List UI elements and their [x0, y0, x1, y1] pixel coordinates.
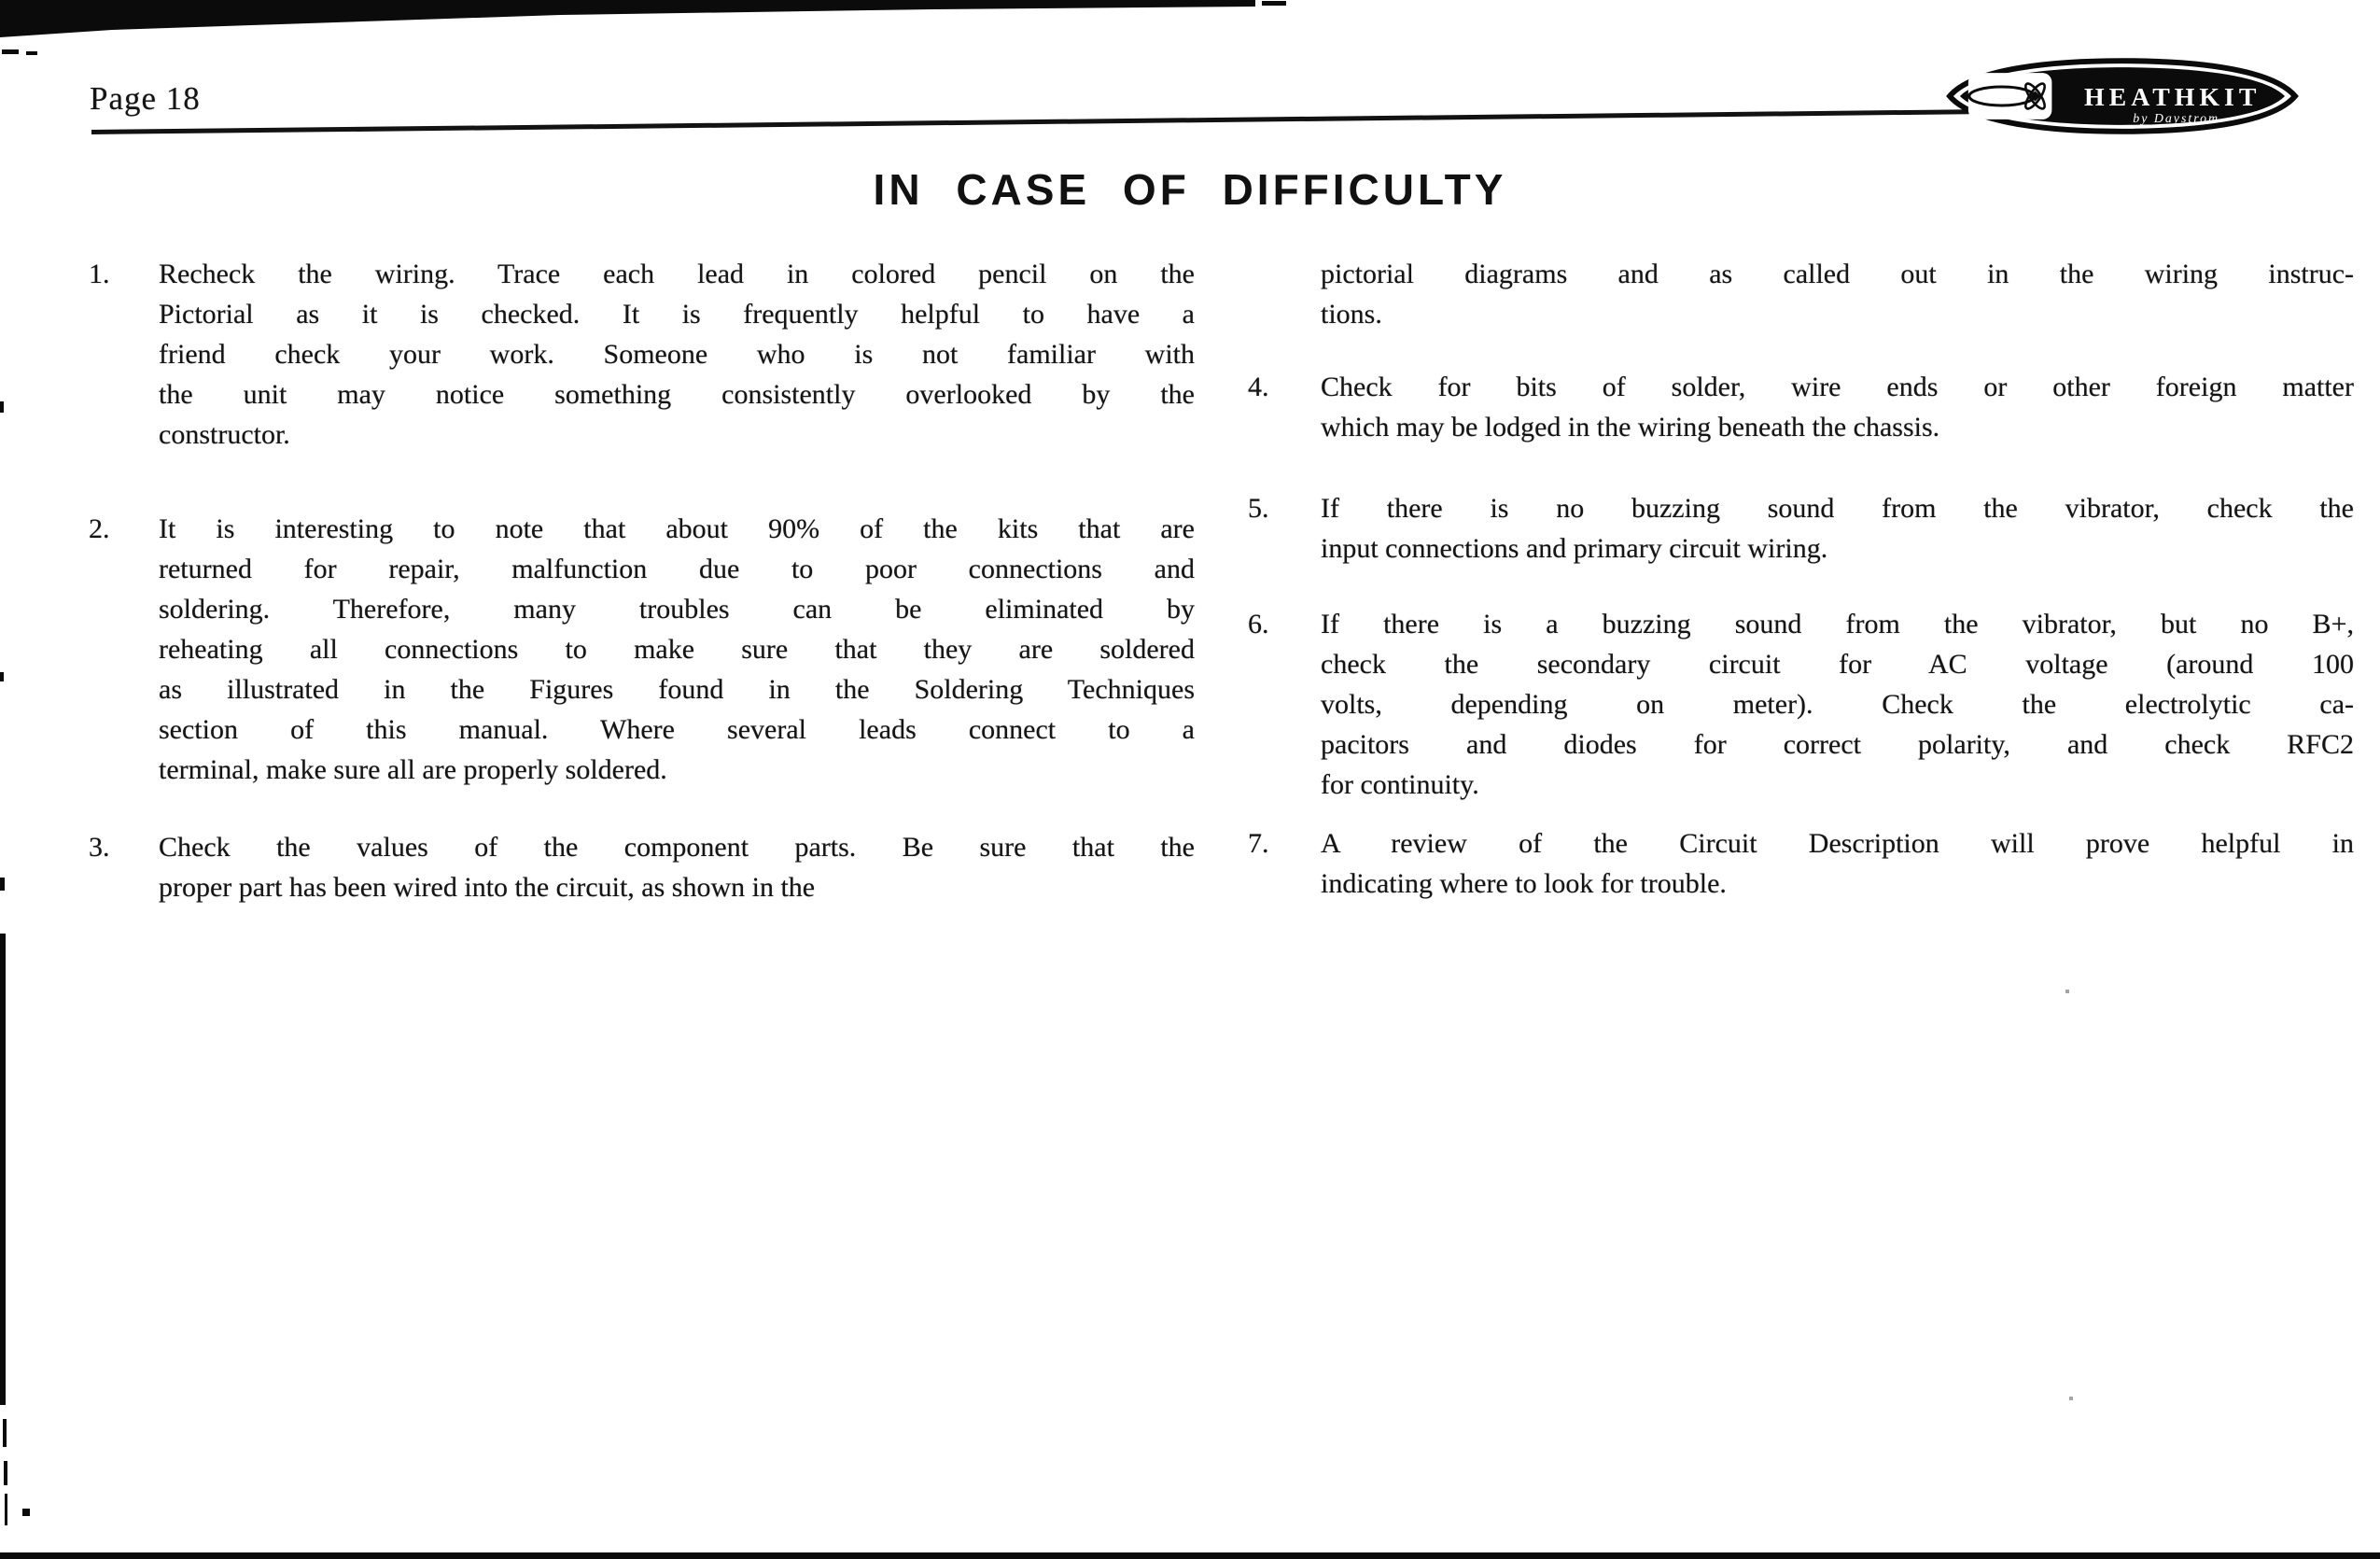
heathkit-logo — [1946, 58, 2299, 134]
item-text: If there is no buzzing sound from the vibrator, check the input connections and primary circuit wiring. — [1321, 493, 2354, 564]
item-number: 2. — [89, 513, 110, 544]
list-item-2 — [89, 509, 1195, 790]
list-item-5 — [1248, 488, 2354, 569]
item-number: 7. — [1248, 828, 1269, 859]
scan-speck — [4, 1461, 7, 1485]
list-item-7 — [1248, 823, 2354, 904]
scan-speck — [3, 1419, 7, 1447]
scan-speck — [0, 878, 5, 891]
page-title: IN CASE OF DIFFICULTY — [873, 165, 1507, 214]
item-number: 3. — [89, 832, 110, 863]
page-number: Page 18 — [90, 80, 201, 117]
scan-speck — [22, 1509, 30, 1516]
item-number: 5. — [1248, 493, 1269, 524]
item-text: Recheck the wiring. Trace each lead in colored pencil on the Pictorial as it is checked. It is frequently helpful to have a friend check your work. Someone who is not familiar with the unit may notice something consistently overlooked by the constructor. — [159, 259, 1195, 450]
scan-speck — [2069, 1397, 2073, 1400]
item-number: 4. — [1248, 372, 1269, 402]
list-item-3 — [89, 827, 1195, 907]
logo-byline-text: by Daystrom — [2133, 111, 2220, 126]
list-item-6 — [1248, 604, 2354, 805]
scan-artifact-top-bar — [0, 0, 1307, 60]
scan-artifact-bottom-bar — [0, 1552, 2380, 1559]
list-item-4 — [1248, 367, 2354, 447]
item-text: Check the values of the component parts. Be sure that the proper part has been wired into the circuit, as shown in the — [159, 832, 1195, 903]
scan-speck — [2065, 990, 2069, 993]
item-number: 6. — [1248, 609, 1269, 639]
item-text: Check for bits of solder, wire ends or other foreign matter which may be lodged in the wiring beneath the chassis. — [1321, 372, 2354, 442]
header-divider — [91, 109, 1969, 134]
item-text: It is interesting to note that about 90% of the kits that are returned for repair, malfunction due to poor connections and soldering. Therefore, many troubles can be eliminated by reheating all connections to make sure that they are soldered as illustrated in the Figures found in the Soldering Techniques section of this manual. Where several leads connect to a terminal, make sure all are properly soldered. — [159, 513, 1195, 785]
logo-brand-text: HEATHKIT — [2084, 82, 2261, 112]
item-text: A review of the Circuit Description will prove helpful in indicating where to look for trouble. — [1321, 828, 2354, 899]
scan-speck — [0, 401, 4, 413]
paragraph-continuation — [1321, 254, 2354, 334]
item-number: 1. — [89, 259, 110, 289]
item-text: If there is a buzzing sound from the vibrator, but no B+, check the secondary circuit for AC voltage (around 100 volts, depending on meter). Check the electrolytic ca- pacitors and diodes for correct polarity, and check RFC2 for continuity. — [1321, 609, 2354, 800]
scan-speck — [0, 672, 4, 681]
scan-speck — [5, 1494, 7, 1525]
item-text: pictorial diagrams and as called out in the wiring instruc- tions. — [1321, 259, 2354, 330]
list-item-1 — [89, 254, 1195, 455]
scan-artifact-left-bar — [0, 934, 6, 1405]
